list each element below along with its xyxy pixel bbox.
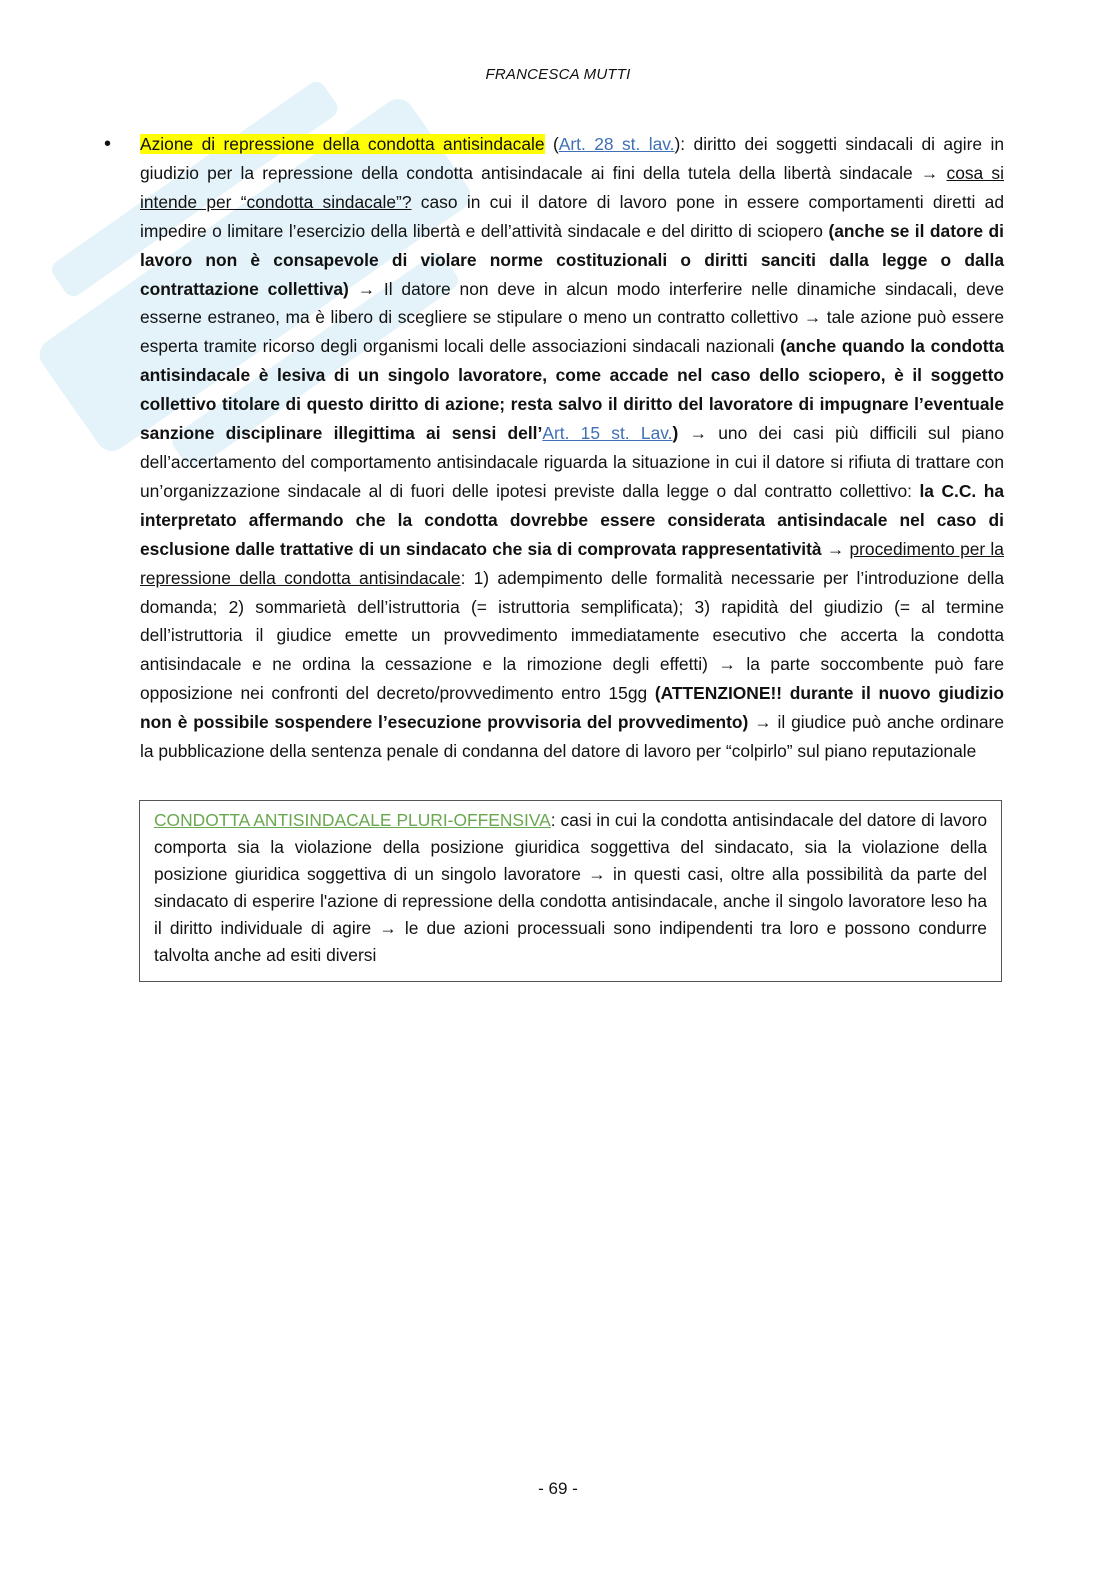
bold-note-3: la C.C. ha interpretato affermando che la condotta dovrebbe essere considerata antisindacale nel caso di esclusione dalle trattative di un sindacato che sia di comprovata rappresentatività <box>140 480 1004 559</box>
right-arrow-icon: → <box>754 712 772 733</box>
question-underlined: cosa si intende per “condotta sindacale”? <box>140 162 1004 212</box>
link-art-15[interactable]: Art. 15 st. Lav. <box>542 423 673 444</box>
link-art-28[interactable]: Art. 28 st. lav. <box>558 134 675 154</box>
right-arrow-icon: → <box>803 307 822 328</box>
box-paragraph: CONDOTTA ANTISINDACALE PLURI-OFFENSIVA: casi in cui la condotta antisindacale del datore di lavoro comporta sia la violazione della posizione giuridica soggettiva del sindacato, sia la violazione della posizione giuridica soggettiva di un singolo lavoratore → in questi casi, oltre alla possibilità da parte del sindacato di esperire l'azione di repressione della condotta antisindacale, anche il singolo lavoratore leso ha il diritto individuale di agire → le due azioni processuali sono indipendenti tra loro e possono condurre talvolta anche ad esiti diversi <box>154 810 987 965</box>
bold-note-4: (ATTENZIONE!! durante il nuovo giudizio non è possibile sospendere l’esecuzione provvisoria del provvedimento) <box>140 683 1004 733</box>
bold-note-2: (anche quando la condotta antisindacale è lesiva di un singolo lavoratore, come accade nel caso dello sciopero, è il soggetto collettivo titolare di questo diritto di azione; resta salvo il diritto del lavoratore di impugnare l’eventuale sanzione disciplinare illegittima ai sensi dell’Art. 15 st. Lav.) <box>140 336 1004 444</box>
page-number: - 69 - <box>538 1479 578 1498</box>
section-title-highlight: Azione di repressione della condotta antisindacale <box>140 134 545 154</box>
main-paragraph: Azione di repressione della condotta antisindacale (Art. 28 st. lav.): diritto dei soggetti sindacali di agire in giudizio per la repressione della condotta antisindacale ai fini della tutela della libertà sindacale → cosa si intende per “condotta sindacale”? caso in cui il datore di lavoro pone in essere comportamenti diretti ad impedire o limitare l’esercizio della libertà e dell’attività sindacale e del diritto di sciopero (anche se il datore di lavoro non è consapevole di violare norme costituzionali o diritti sanciti dalla legge o dalla contrattazione collettiva) → Il datore non deve in alcun modo interferire nelle dinamiche sindacali, deve esserne estraneo, ma è libero di scegliere se stipulare o meno un contratto collettivo → tale azione può essere esperta tramite ricorso degli organismi locali delle associazioni sindacali nazionali (anche quando la condotta antisindacale è lesiva di un singolo lavoratore, come accade nel caso dello sciopero, è il soggetto collettivo titolare di questo diritto di azione; resta salvo il diritto del lavoratore di impugnare l’eventuale sanzione disciplinare illegittima ai sensi dell’Art. 15 st. Lav.) → uno dei casi più difficili sul piano dell’accertamento del comportamento antisindacale riguarda la situazione in cui il datore si rifiuta di trattare con un’organizzazione sindacale al di fuori delle ipotesi previste dalla legge o dal contratto collettivo: la C.C. ha interpretato affermando che la condotta dovrebbe essere considerata antisindacale nel caso di esclusione dalle trattative di un sindacato che sia di comprovata rappresentatività → procedimento per la repressione della condotta antisindacale: 1) adempimento delle formalità necessarie per l’introduzione della domanda; 2) sommarietà dell’istruttoria (= istruttoria semplificata); 3) rapidità del giudizio (= al termine dell’istruttoria il giudice emette un provvedimento immediatamente esecutivo che accerta la condotta antisindacale e ne ordina la cessazione e la rimozione degli effetti) → la parte soccombente può fare opposizione nei confronti del decreto/provvedimento entro 15gg (ATTENZIONE!! durante il nuovo giudizio non è possibile sospendere l’esecuzione provvisoria del provvedimento) → il giudice può anche ordinare la pubblicazione della sentenza penale di condanna del datore di lavoro per “colpirlo” sul piano reputazionale <box>140 134 1005 762</box>
right-arrow-icon: → <box>920 162 939 183</box>
page-header-author: FRANCESCA MUTTI <box>485 66 631 83</box>
right-arrow-icon: → <box>718 654 736 675</box>
bullet-marker: • <box>104 133 112 155</box>
main-content <box>104 130 1005 766</box>
pluri-offensiva-box <box>139 800 1002 982</box>
procedure-underlined: procedimento per la repressione della condotta antisindacale <box>140 538 1004 588</box>
right-arrow-icon: → <box>588 864 606 884</box>
right-arrow-icon: → <box>379 918 397 938</box>
right-arrow-icon: → <box>689 423 707 444</box>
bold-note-1: (anche se il datore di lavoro non è consapevole di violare norme costituzionali o diritti sanciti dalla legge o dalla contrattazione collettiva) <box>140 220 1004 299</box>
right-arrow-icon: → <box>826 538 845 559</box>
right-arrow-icon: → <box>357 278 376 299</box>
box-title: CONDOTTA ANTISINDACALE PLURI-OFFENSIVA <box>154 810 551 830</box>
